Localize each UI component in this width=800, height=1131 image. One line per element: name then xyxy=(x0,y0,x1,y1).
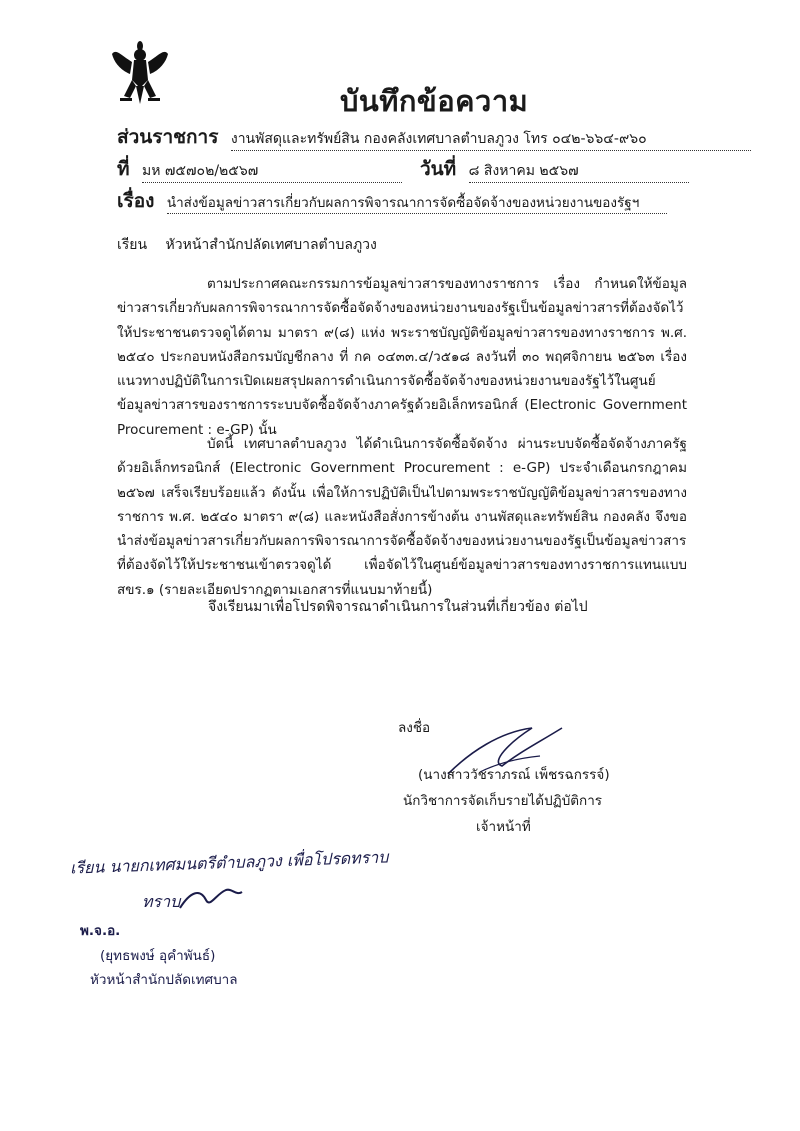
agency-label: ส่วนราชการ xyxy=(117,126,219,148)
salutation-label: เรียน xyxy=(117,237,148,253)
garuda-emblem-icon xyxy=(110,40,170,106)
ref-line xyxy=(117,154,402,184)
signer-position: นักวิชาการจัดเก็บรายได้ปฏิบัติการ xyxy=(403,793,603,809)
date-value: ๘ สิงหาคม ๒๕๖๗ xyxy=(469,160,689,183)
ref-value: มห ๗๕๗๐๒/๒๕๖๗ xyxy=(142,160,402,183)
sign-label: ลงชื่อ xyxy=(398,720,431,736)
date-label: วันที่ xyxy=(420,158,457,180)
handwritten-initial: ทราบ xyxy=(142,892,181,911)
approver-position: หัวหน้าสำนักปลัดเทศบาล xyxy=(90,972,238,988)
subject-value: นำส่งข้อมูลข่าวสารเกี่ยวกับผลการพิจารณาการจัดซื้อจัดจ้างของหน่วยงานของรัฐฯ xyxy=(167,191,667,214)
handwritten-note: เรียน นายกเทศมนตรีตำบลภูวง เพื่อโปรดทราบ xyxy=(69,847,389,878)
closing-line: จึงเรียนมาเพื่อโปรดพิจารณาดำเนินการในส่วนที่เกี่ยวข้อง ต่อไป xyxy=(208,599,588,615)
memo-title: บันทึกข้อความ xyxy=(340,84,529,118)
body-paragraph-1: ตามประกาศคณะกรรมการข้อมูลข่าวสารของทางราชการ เรื่อง กำหนดให้ข้อมูลข่าวสารเกี่ยวกับผลการพิจารณาการจัดซื้อจัดจ้างของหน่วยงานของรัฐเป็นข้อมูลข่าวสารที่ต้องจัดไว้ให้ประชาชนตรวจดูได้ตาม มาตรา ๙(๘) แห่ง พระราชบัญญัติข้อมูลข่าวสารของทางราชการ พ.ศ. ๒๕๔๐ ประกอบหนังสือกรมบัญชีกลาง ที่ กค ๐๔๓๓.๔/ว๕๑๘ ลงวันที่ ๓๐ พฤศจิกายน ๒๕๖๓ เรื่อง แนวทางปฏิบัติในการเปิดเผยสรุปผลการดำเนินการจัดซื้อจัดจ้างของหน่วยงานของรัฐไว้ในศูนย์ข้อมูลข่าวสารของราชการระบบจัดซื้อจัดจ้างภาครัฐด้วยอิเล็กทรอนิกส์ (Electronic Government Procurement : e-GP) นั้น xyxy=(117,276,687,438)
date-line xyxy=(420,154,689,184)
salutation-value: หัวหน้าสำนักปลัดเทศบาลตำบลภูวง xyxy=(165,237,377,253)
subject-label: เรื่อง xyxy=(117,190,155,212)
signer-role: เจ้าหน้าที่ xyxy=(476,819,531,835)
agency-line xyxy=(117,122,751,152)
agency-value: งานพัสดุและทรัพย์สิน กองคลังเทศบาลตำบลภูวง โทร ๐๔๒-๖๖๔-๙๖๐ xyxy=(231,128,751,151)
approver-acting: พ.จ.อ. xyxy=(80,923,121,939)
approver-name: (ยุทธพงษ์ อุคำพันธ์) xyxy=(100,948,216,964)
body-paragraph-2: บัดนี้ เทศบาลตำบลภูวง ได้ดำเนินการจัดซื้อจัดจ้าง ผ่านระบบจัดซื้อจัดจ้างภาครัฐด้วยอิเล็กทรอนิกส์ (Electronic Government Procurement : e-GP) ประจำเดือนกรกฎาคม ๒๕๖๗ เสร็จเรียบร้อยแล้ว ดังนั้น เพื่อให้การปฏิบัติเป็นไปตามพระราชบัญญัติข้อมูลข่าวสารของทางราชการ พ.ศ. ๒๕๔๐ มาตรา ๙(๘) และหนังสือสั่งการข้างต้น งานพัสดุและทรัพย์สิน กองคลัง จึงขอนำส่งข้อมูลข่าวสารเกี่ยวกับผลการพิจารณาการจัดซื้อจัดจ้างของหน่วยงานของรัฐเป็นข้อมูลข่าวสารที่ต้องจัดไว้ให้ประชาชนเข้าตรวจดูได้ เพื่อจัดไว้ในศูนย์ข้อมูลข่าวสารของทางราชการแทนแบบ สขร.๑ (รายละเอียดปรากฏตามเอกสารที่แนบมาท้ายนี้) xyxy=(117,436,687,598)
signer-name: (นางสาววัชราภรณ์ เพ็ชรฉกรรจ์) xyxy=(418,767,610,783)
subject-line xyxy=(117,186,667,216)
salutation xyxy=(117,234,377,256)
ref-label: ที่ xyxy=(117,158,130,180)
approver-signature-mark xyxy=(176,882,246,916)
